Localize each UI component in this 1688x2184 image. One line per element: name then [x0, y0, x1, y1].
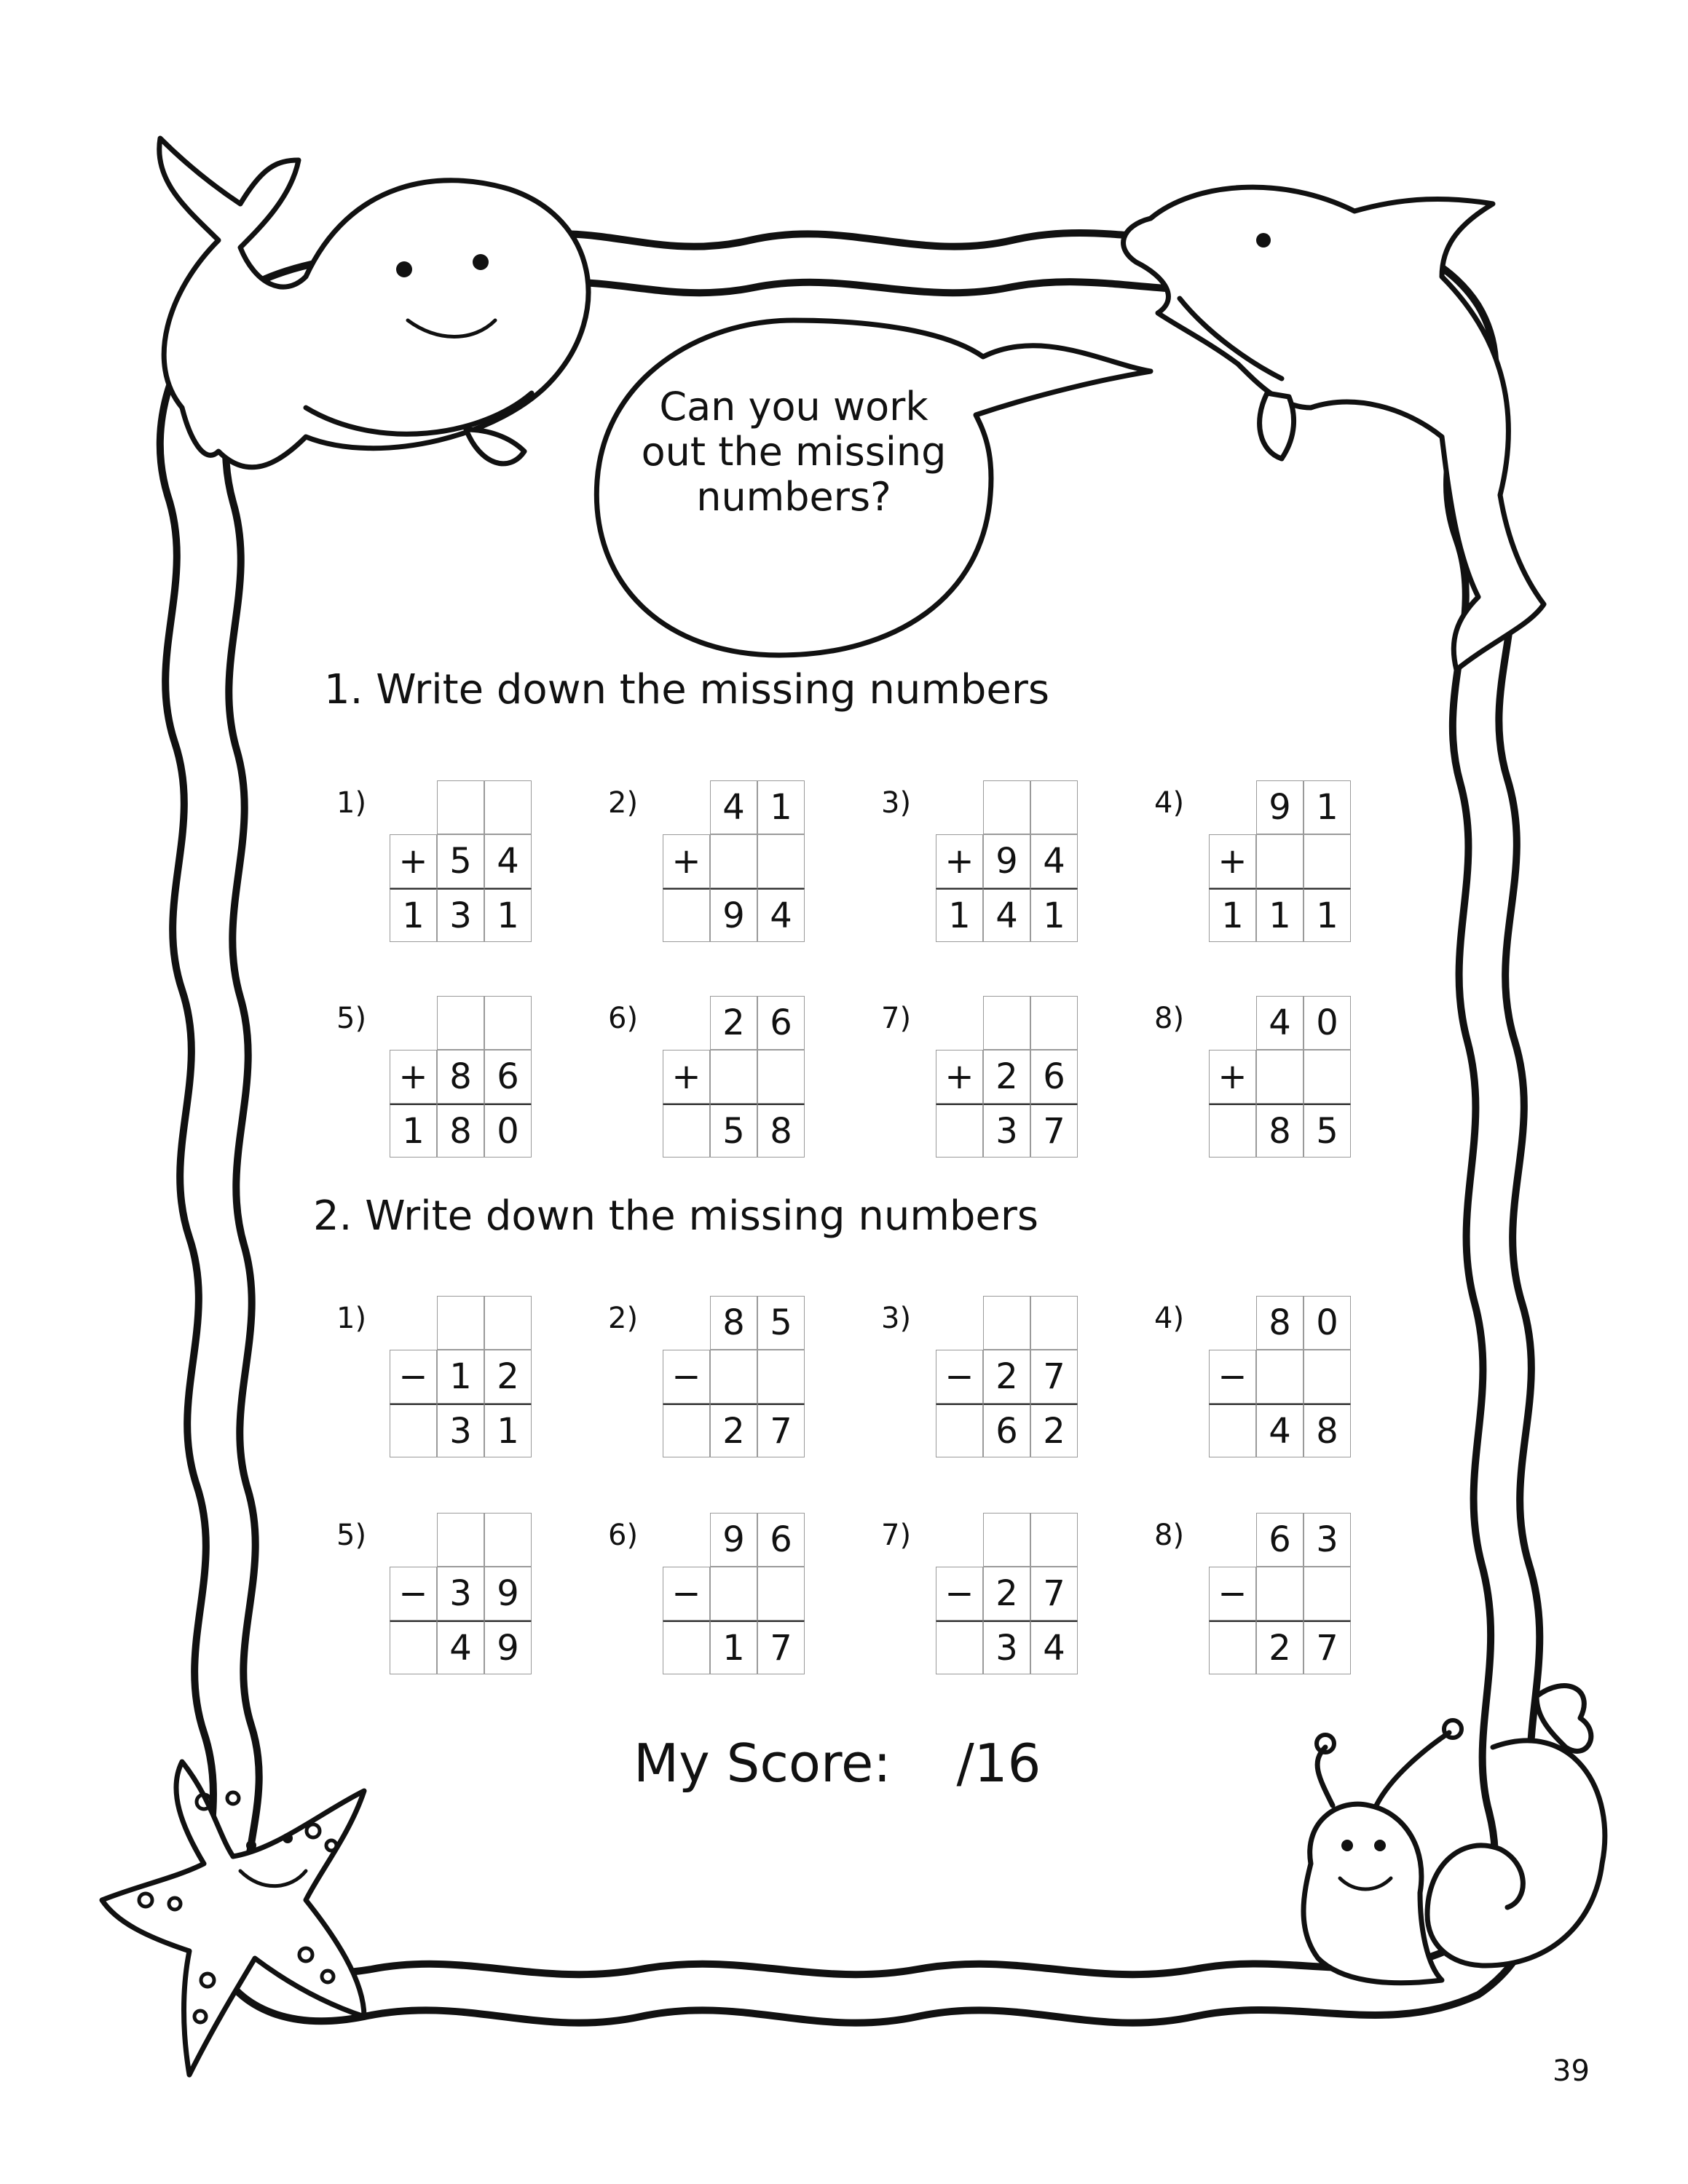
digit-cell: 8 — [437, 1050, 484, 1104]
digit-cell: + — [936, 834, 983, 888]
digit-cell — [936, 780, 983, 834]
problem-number: 8) — [1154, 1002, 1185, 1035]
digit-cell: − — [390, 1350, 437, 1404]
digit-cell: 5 — [1304, 1104, 1351, 1158]
dolphin-drawing — [1124, 187, 1544, 670]
answer-box[interactable] — [710, 1567, 757, 1621]
answer-box[interactable] — [437, 1296, 484, 1350]
snail-body — [1304, 1804, 1442, 1983]
digit-cell: 5 — [757, 1296, 805, 1350]
answer-box[interactable] — [983, 780, 1030, 834]
starfish-eye-1 — [246, 1840, 256, 1851]
answer-box[interactable] — [936, 1104, 983, 1158]
snail-antenna-2 — [1376, 1733, 1449, 1805]
digit-cell: − — [1209, 1350, 1256, 1404]
answer-box[interactable] — [757, 1567, 805, 1621]
answer-box[interactable] — [1256, 1050, 1304, 1104]
digit-cell: 1 — [936, 888, 983, 942]
digit-cell: 6 — [983, 1404, 1030, 1457]
digit-cell: 2 — [983, 1350, 1030, 1404]
problem-grid — [936, 1296, 1078, 1457]
answer-box[interactable] — [663, 1404, 710, 1457]
problem-number: 7) — [881, 1519, 912, 1552]
digit-cell: + — [663, 834, 710, 888]
problem-number: 7) — [881, 1002, 912, 1035]
digit-cell: 1 — [710, 1621, 757, 1674]
problem-grid — [390, 1513, 532, 1674]
digit-cell: 7 — [1030, 1350, 1078, 1404]
answer-box[interactable] — [757, 1050, 805, 1104]
digit-cell: 6 — [1256, 1513, 1304, 1567]
answer-box[interactable] — [1256, 1350, 1304, 1404]
digit-cell: − — [390, 1567, 437, 1621]
digit-cell: 4 — [1256, 1404, 1304, 1457]
problem-number: 2) — [608, 786, 639, 820]
problem-grid — [390, 1296, 532, 1457]
digit-cell: 1 — [390, 1104, 437, 1158]
answer-box[interactable] — [484, 1513, 532, 1567]
answer-box[interactable] — [1304, 1567, 1351, 1621]
dolphin-fin — [1260, 393, 1294, 459]
digit-cell: 0 — [1304, 1296, 1351, 1350]
digit-cell: + — [936, 1050, 983, 1104]
digit-cell: + — [390, 834, 437, 888]
problem-grid — [1209, 780, 1351, 942]
answer-box[interactable] — [710, 834, 757, 888]
answer-box[interactable] — [390, 1621, 437, 1674]
digit-cell: 1 — [484, 1404, 532, 1457]
section1-heading: 1. Write down the missing numbers — [324, 666, 1050, 713]
starfish-drawing — [102, 1762, 364, 2075]
whale-eye-1 — [396, 261, 412, 277]
answer-box[interactable] — [1256, 834, 1304, 888]
answer-box[interactable] — [437, 996, 484, 1050]
digit-cell: 6 — [757, 1513, 805, 1567]
digit-cell: 5 — [710, 1104, 757, 1158]
answer-box[interactable] — [1209, 1404, 1256, 1457]
digit-cell: 3 — [437, 1567, 484, 1621]
answer-box[interactable] — [1030, 780, 1078, 834]
answer-box[interactable] — [484, 996, 532, 1050]
answer-box[interactable] — [1030, 996, 1078, 1050]
answer-box[interactable] — [1030, 1296, 1078, 1350]
problem-grid — [936, 780, 1078, 942]
digit-cell: 4 — [757, 888, 805, 942]
digit-cell: 3 — [437, 1404, 484, 1457]
problem-grid — [663, 996, 805, 1158]
snail-eye-1 — [1341, 1840, 1353, 1851]
problem-grid — [1209, 996, 1351, 1158]
problem-grid — [663, 1296, 805, 1457]
digit-cell: 6 — [1030, 1050, 1078, 1104]
digit-cell: 4 — [484, 834, 532, 888]
digit-cell: 0 — [1304, 996, 1351, 1050]
digit-cell: 7 — [1030, 1567, 1078, 1621]
problem-number: 6) — [608, 1519, 639, 1552]
digit-cell: 7 — [757, 1404, 805, 1457]
score-label: My Score: — [634, 1733, 891, 1794]
score-total: /16 — [956, 1733, 1041, 1794]
digit-cell: 4 — [1256, 996, 1304, 1050]
digit-cell: 1 — [1256, 888, 1304, 942]
digit-cell: 4 — [1030, 834, 1078, 888]
problem-number: 3) — [881, 1302, 912, 1335]
digit-cell — [390, 1296, 437, 1350]
digit-cell: 8 — [1256, 1296, 1304, 1350]
digit-cell: 0 — [484, 1104, 532, 1158]
problem-grid — [390, 996, 532, 1158]
digit-cell: 7 — [1304, 1621, 1351, 1674]
digit-cell: 1 — [484, 888, 532, 942]
digit-cell: 9 — [710, 888, 757, 942]
snail-antenna-1 — [1317, 1747, 1333, 1805]
answer-box[interactable] — [437, 1513, 484, 1567]
digit-cell: 3 — [1304, 1513, 1351, 1567]
digit-cell: + — [1209, 834, 1256, 888]
answer-box[interactable] — [1209, 1104, 1256, 1158]
digit-cell: 9 — [484, 1621, 532, 1674]
score-line — [634, 1733, 1041, 1794]
digit-cell: 2 — [484, 1350, 532, 1404]
problem-number: 4) — [1154, 786, 1185, 820]
digit-cell — [390, 1513, 437, 1567]
digit-cell: 3 — [983, 1104, 1030, 1158]
digit-cell: + — [390, 1050, 437, 1104]
digit-cell: 2 — [710, 996, 757, 1050]
digit-cell — [1209, 1296, 1256, 1350]
digit-cell — [1209, 996, 1256, 1050]
digit-cell — [1209, 780, 1256, 834]
problem-number: 3) — [881, 786, 912, 820]
digit-cell: 8 — [1304, 1404, 1351, 1457]
answer-box[interactable] — [710, 1350, 757, 1404]
digit-cell: 4 — [437, 1621, 484, 1674]
digit-cell: 1 — [757, 780, 805, 834]
answer-box[interactable] — [983, 1296, 1030, 1350]
digit-cell: 8 — [757, 1104, 805, 1158]
digit-cell: 2 — [983, 1050, 1030, 1104]
answer-box[interactable] — [1256, 1567, 1304, 1621]
speech-bubble-text — [626, 384, 961, 520]
problem-number: 1) — [336, 786, 367, 820]
bubble-line: numbers? — [696, 474, 891, 520]
digit-cell: 1 — [390, 888, 437, 942]
digit-cell: 2 — [1030, 1404, 1078, 1457]
digit-cell: 7 — [757, 1621, 805, 1674]
answer-box[interactable] — [757, 1350, 805, 1404]
digit-cell — [936, 1296, 983, 1350]
answer-box[interactable] — [484, 1296, 532, 1350]
digit-cell: 1 — [437, 1350, 484, 1404]
whale-drawing — [159, 138, 588, 467]
digit-cell: 4 — [710, 780, 757, 834]
answer-box[interactable] — [1304, 834, 1351, 888]
digit-cell — [390, 780, 437, 834]
digit-cell: − — [1209, 1567, 1256, 1621]
digit-cell: 9 — [1256, 780, 1304, 834]
digit-cell: 3 — [437, 888, 484, 942]
digit-cell: + — [663, 1050, 710, 1104]
snail-shell — [1427, 1741, 1605, 1966]
digit-cell: 7 — [1030, 1104, 1078, 1158]
answer-box[interactable] — [1209, 1621, 1256, 1674]
problem-grid — [1209, 1513, 1351, 1674]
starfish-eye-2 — [283, 1833, 293, 1843]
bubble-line: Can you work — [659, 384, 928, 430]
problem-grid — [1209, 1296, 1351, 1457]
digit-cell: 6 — [757, 996, 805, 1050]
digit-cell — [663, 996, 710, 1050]
digit-cell — [663, 1513, 710, 1567]
problem-number: 5) — [336, 1519, 367, 1552]
digit-cell: 8 — [437, 1104, 484, 1158]
problem-grid — [936, 1513, 1078, 1674]
digit-cell — [663, 780, 710, 834]
problem-number: 1) — [336, 1302, 367, 1335]
digit-cell: 6 — [484, 1050, 532, 1104]
digit-cell: − — [936, 1567, 983, 1621]
digit-cell: − — [663, 1567, 710, 1621]
digit-cell: 1 — [1304, 780, 1351, 834]
whale-fin — [466, 430, 524, 464]
answer-box[interactable] — [757, 834, 805, 888]
digit-cell: 5 — [437, 834, 484, 888]
digit-cell: 8 — [710, 1296, 757, 1350]
digit-cell: 2 — [983, 1567, 1030, 1621]
problem-grid — [936, 996, 1078, 1158]
digit-cell: − — [936, 1350, 983, 1404]
answer-box[interactable] — [437, 780, 484, 834]
digit-cell: 9 — [710, 1513, 757, 1567]
digit-cell: 9 — [983, 834, 1030, 888]
digit-cell: 1 — [1030, 888, 1078, 942]
answer-box[interactable] — [663, 888, 710, 942]
digit-cell — [936, 996, 983, 1050]
digit-cell: + — [1209, 1050, 1256, 1104]
answer-box[interactable] — [663, 1104, 710, 1158]
dolphin-eye — [1256, 233, 1271, 248]
digit-cell: 4 — [1030, 1621, 1078, 1674]
section2-heading: 2. Write down the missing numbers — [313, 1192, 1039, 1240]
digit-cell: 3 — [983, 1621, 1030, 1674]
answer-box[interactable] — [710, 1050, 757, 1104]
answer-box[interactable] — [390, 1404, 437, 1457]
bubble-line: out the missing — [641, 429, 947, 475]
digit-cell: 2 — [1256, 1621, 1304, 1674]
problem-number: 6) — [608, 1002, 639, 1035]
digit-cell — [1209, 1513, 1256, 1567]
answer-box[interactable] — [936, 1404, 983, 1457]
answer-box[interactable] — [1030, 1513, 1078, 1567]
answer-box[interactable] — [1304, 1050, 1351, 1104]
answer-box[interactable] — [663, 1621, 710, 1674]
answer-box[interactable] — [484, 780, 532, 834]
digit-cell: 4 — [983, 888, 1030, 942]
problem-number: 8) — [1154, 1519, 1185, 1552]
digit-cell — [390, 996, 437, 1050]
snail-eye-2 — [1374, 1840, 1386, 1851]
answer-box[interactable] — [983, 996, 1030, 1050]
problem-number: 2) — [608, 1302, 639, 1335]
digit-cell — [663, 1296, 710, 1350]
answer-box[interactable] — [936, 1621, 983, 1674]
digit-cell — [936, 1513, 983, 1567]
problem-number: 4) — [1154, 1302, 1185, 1335]
problem-grid — [390, 780, 532, 942]
digit-cell: 2 — [710, 1404, 757, 1457]
problem-grid — [663, 1513, 805, 1674]
answer-box[interactable] — [1304, 1350, 1351, 1404]
problem-grid — [663, 780, 805, 942]
digit-cell: 8 — [1256, 1104, 1304, 1158]
whale-eye-2 — [473, 254, 489, 270]
digit-cell: 1 — [1304, 888, 1351, 942]
digit-cell: 9 — [484, 1567, 532, 1621]
digit-cell: − — [663, 1350, 710, 1404]
digit-cell: 1 — [1209, 888, 1256, 942]
problem-number: 5) — [336, 1002, 367, 1035]
page-number: 39 — [1553, 2054, 1590, 2088]
answer-box[interactable] — [983, 1513, 1030, 1567]
